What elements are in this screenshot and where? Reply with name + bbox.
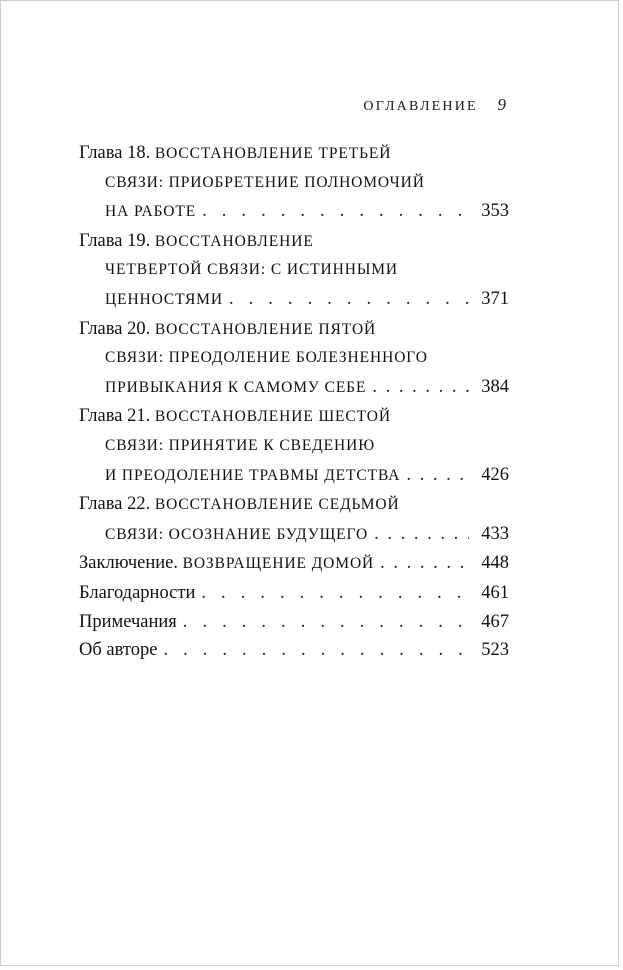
toc-entry-chapter-20[interactable] (79, 315, 509, 403)
toc-entry-title-line: ЦЕННОСТЯМИ (105, 290, 223, 308)
toc-entry-chapter-21[interactable] (79, 402, 509, 490)
toc-entry-page: 467 (481, 611, 509, 632)
toc-entry-title-line: СВЯЗИ: ПРЕОДОЛЕНИЕ БОЛЕЗНЕННОГО (105, 349, 428, 367)
toc-entry-label: Об авторе (79, 640, 158, 661)
dot-leader (372, 373, 469, 402)
dot-leader (163, 636, 469, 665)
toc-entry-label: Глава 19. (79, 230, 151, 251)
toc-entry-page: 523 (481, 640, 509, 661)
toc-entry-title-line: НА РАБОТЕ (105, 203, 197, 221)
dot-leader (202, 197, 469, 226)
toc-entry-title-line: СВЯЗИ: ОСОЗНАНИЕ БУДУЩЕГО (105, 525, 369, 543)
dot-leader (183, 608, 469, 637)
toc-entry-title-line: ВОЗВРАЩЕНИЕ ДОМОЙ (182, 555, 375, 573)
table-of-contents (79, 139, 509, 665)
toc-entry-title-line: ВОССТАНОВЛЕНИЕ ТРЕТЬЕЙ (154, 145, 392, 162)
toc-entry-title-line: ВОССТАНОВЛЕНИЕ СЕДЬМОЙ (154, 496, 400, 514)
toc-entry-title-line: ВОССТАНОВЛЕНИЕ (154, 232, 314, 250)
toc-entry-page: 461 (481, 582, 509, 603)
dot-leader (374, 520, 469, 549)
toc-entry-title-line: ВОССТАНОВЛЕНИЕ ШЕСТОЙ (154, 408, 391, 426)
toc-entry-page: 448 (481, 553, 509, 574)
dot-leader (201, 579, 469, 608)
dot-leader (229, 285, 469, 314)
toc-entry-about-author[interactable] (79, 636, 509, 665)
toc-entry-notes[interactable] (79, 608, 509, 637)
toc-entry-acknowledgements[interactable] (79, 579, 509, 608)
toc-entry-page: 371 (481, 288, 509, 309)
toc-entry-conclusion[interactable] (79, 549, 509, 579)
toc-entry-title-line: ЧЕТВЕРТОЙ СВЯЗИ: С ИСТИННЫМИ (105, 261, 399, 279)
toc-entry-chapter-18[interactable] (79, 139, 509, 227)
toc-entry-label: Глава 22. (79, 494, 151, 515)
toc-entry-page: 433 (481, 523, 509, 544)
page-number: 9 (497, 95, 506, 114)
dot-leader (406, 461, 469, 490)
toc-entry-title-line: И ПРЕОДОЛЕНИЕ ТРАВМЫ ДЕТСТВА (105, 466, 401, 484)
toc-entry-page: 426 (481, 464, 509, 485)
toc-entry-title-line: СВЯЗИ: ПРИНЯТИЕ К СВЕДЕНИЮ (105, 436, 376, 454)
toc-entry-label: Заключение. (79, 553, 178, 574)
toc-entry-label: Глава 18. (79, 143, 151, 163)
toc-entry-label: Благодарности (79, 582, 196, 603)
toc-entry-label: Примечания (79, 611, 177, 632)
toc-entry-label: Глава 21. (79, 406, 151, 427)
running-title: ОГЛАВЛЕНИЕ (363, 99, 478, 114)
toc-entry-chapter-22[interactable] (79, 490, 509, 549)
toc-entry-page: 353 (481, 201, 509, 222)
toc-entry-page: 384 (481, 376, 509, 397)
toc-entry-label: Глава 20. (79, 318, 151, 339)
toc-entry-chapter-19[interactable] (79, 227, 509, 315)
toc-entry-title-line: СВЯЗИ: ПРИОБРЕТЕНИЕ ПОЛНОМОЧИЙ (105, 173, 425, 191)
toc-entry-title-line: ПРИВЫКАНИЯ К САМОМУ СЕБЕ (105, 378, 367, 396)
running-head (363, 95, 506, 115)
toc-entry-title-line: ВОССТАНОВЛЕНИЕ ПЯТОЙ (154, 320, 377, 338)
dot-leader (380, 549, 469, 578)
